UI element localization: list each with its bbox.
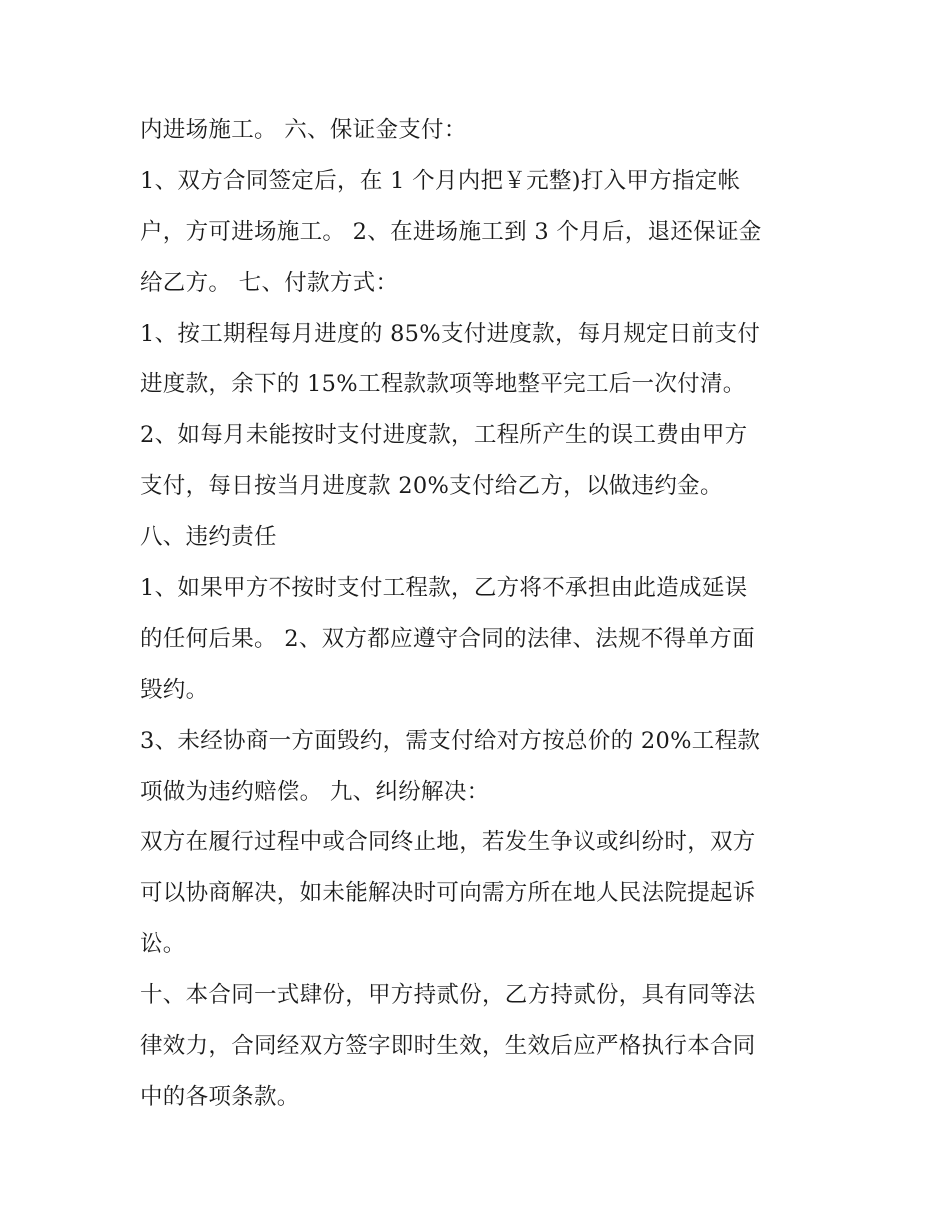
text-line: 给乙方。 七、付款方式： (140, 269, 399, 296)
text-line: 中的各项条款。 (140, 1083, 300, 1110)
section-heading: 八、违约责任 (140, 524, 277, 551)
text-line: 3、未经协商一方面毁约，需支付给对方按总价的 20%工程款 (140, 727, 761, 754)
text-line: 进度款，余下的 15%工程款款项等地整平完工后一次付清。 (140, 371, 746, 398)
text-line: 双方在履行过程中或合同终止地，若发生争议或纠纷时，双方 (140, 829, 756, 856)
text-line: 毁约。 (140, 676, 209, 703)
text-line: 律效力，合同经双方签字即时生效，生效后应严格执行本合同 (140, 1033, 756, 1060)
text-line: 可以协商解决，如未能解决时可向需方所在地人民法院提起诉 (140, 880, 756, 907)
contract-text-block (140, 105, 830, 1123)
text-line: 支付，每日按当月进度款 20%支付给乙方，以做违约金。 (140, 473, 723, 500)
text-line: 1、按工期程每月进度的 85%支付进度款，每月规定日前支付 (140, 320, 761, 347)
text-line: 十、本合同一式肆份，甲方持贰份，乙方持贰份，具有同等法 (140, 982, 756, 1009)
text-line: 内进场施工。 六、保证金支付： (140, 117, 467, 143)
text-line: 1、如果甲方不按时支付工程款，乙方将不承担由此造成延误 (140, 575, 748, 602)
text-line: 的任何后果。 2、双方都应遵守合同的法律、法规不得单方面 (140, 625, 755, 652)
text-line: 1、双方合同签定后，在 1 个月内把￥元整)打入甲方指定帐 (140, 167, 741, 194)
text-line: 2、如每月未能按时支付进度款，工程所产生的误工费由甲方 (140, 422, 748, 449)
text-line: 项做为违约赔偿。 九、纠纷解决： (140, 778, 490, 805)
text-line: 户，方可进场施工。 2、在进场施工到 3 个月后，退还保证金 (140, 218, 762, 245)
text-line: 讼。 (140, 931, 186, 958)
